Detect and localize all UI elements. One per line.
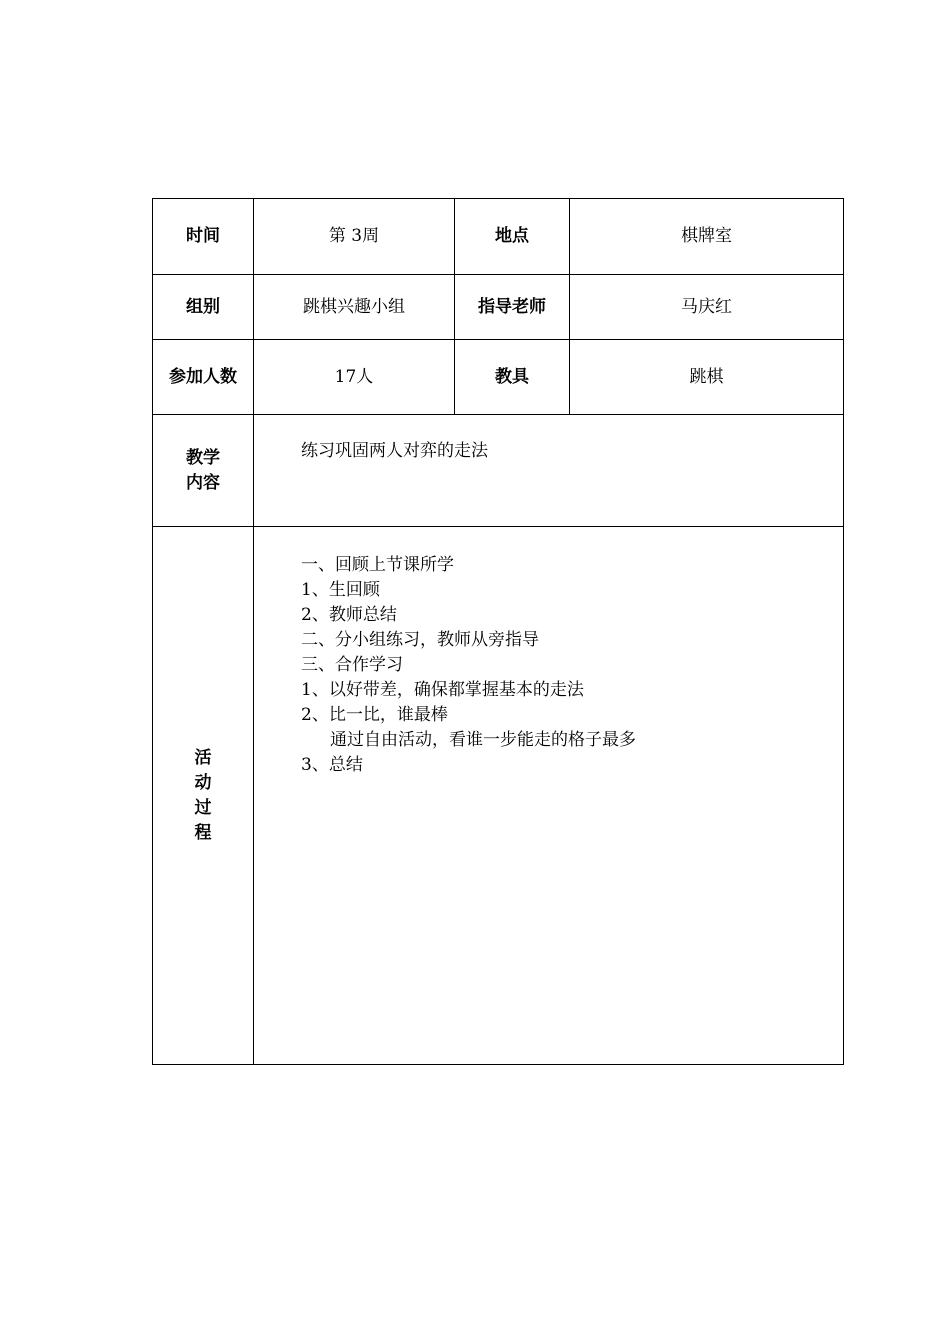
equipment-label: 教具 xyxy=(455,340,570,415)
teaching-content-label-cell xyxy=(153,415,254,527)
time-value: 第 3周 xyxy=(254,199,455,275)
teaching-content-label-line1: 教学 xyxy=(186,447,220,468)
teaching-content-text: 练习巩固两人对弈的走法 xyxy=(301,441,488,461)
time-place-row xyxy=(153,199,844,275)
process-step: 三、合作学习 xyxy=(301,655,403,675)
activity-process-cell xyxy=(254,527,844,1065)
participant-count-value: 17人 xyxy=(254,340,455,415)
activity-process-list xyxy=(254,527,843,778)
teaching-content-row xyxy=(153,415,844,527)
activity-process-label-char: 动 xyxy=(194,772,212,793)
place-value: 棋牌室 xyxy=(570,199,844,275)
process-step: 3、总结 xyxy=(301,755,363,775)
count-equipment-row xyxy=(153,340,844,415)
process-step: 2、比一比，谁最棒 xyxy=(301,705,448,725)
group-value: 跳棋兴趣小组 xyxy=(254,275,455,340)
activity-process-label-cell xyxy=(153,527,254,1065)
teacher-label: 指导老师 xyxy=(455,275,570,340)
teacher-value: 马庆红 xyxy=(570,275,844,340)
teaching-content-cell xyxy=(254,415,844,527)
process-step: 一、回顾上节课所学 xyxy=(301,555,454,575)
place-label: 地点 xyxy=(455,199,570,275)
process-step: 1、以好带差，确保都掌握基本的走法 xyxy=(301,680,584,700)
activity-process-label-char: 过 xyxy=(194,797,212,818)
activity-record-table xyxy=(152,198,844,1065)
group-teacher-row xyxy=(153,275,844,340)
process-step: 二、分小组练习，教师从旁指导 xyxy=(301,630,539,650)
group-label: 组别 xyxy=(153,275,254,340)
participant-count-label: 参加人数 xyxy=(153,340,254,415)
process-step: 1、生回顾 xyxy=(301,580,380,600)
process-step: 2、教师总结 xyxy=(301,605,397,625)
process-step-detail: 通过自由活动，看谁一步能走的格子最多 xyxy=(330,730,636,750)
equipment-value: 跳棋 xyxy=(570,340,844,415)
activity-process-label-char: 程 xyxy=(194,822,212,843)
teaching-content-label-line2: 内容 xyxy=(186,472,220,493)
activity-process-label-char: 活 xyxy=(194,747,212,768)
activity-process-row xyxy=(153,527,844,1065)
time-label: 时间 xyxy=(153,199,254,275)
